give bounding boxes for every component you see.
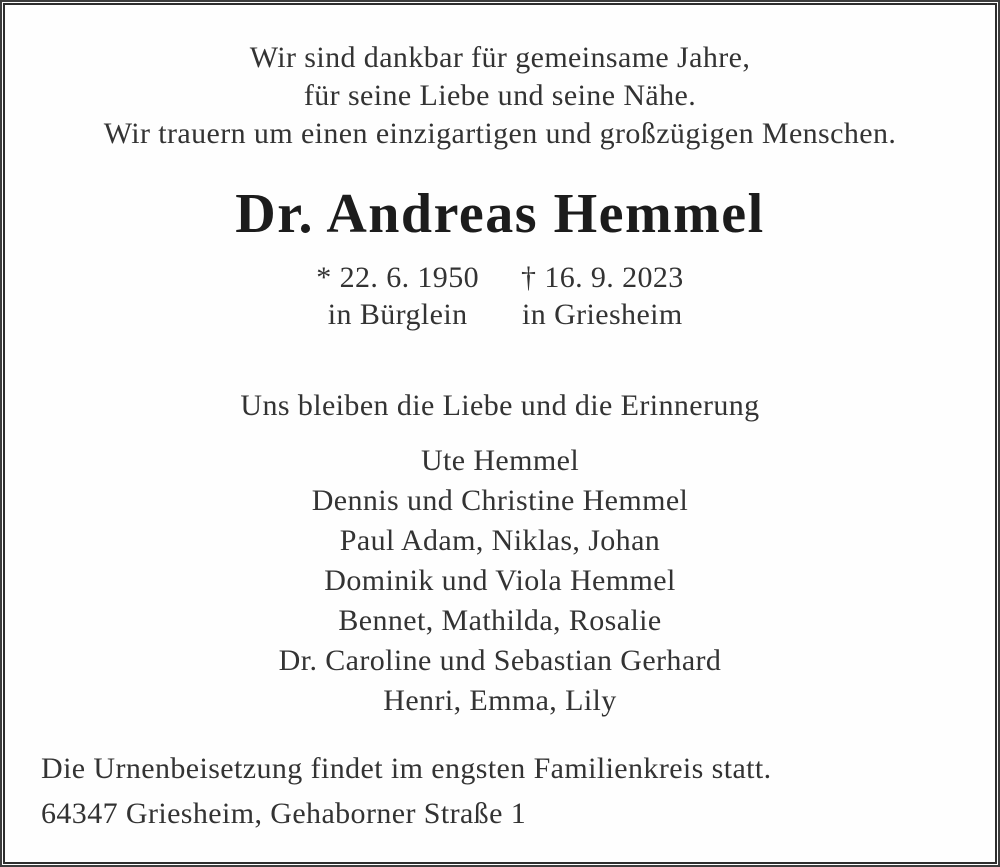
deceased-name: Dr. Andreas Hemmel [235,183,765,245]
mourner-line: Bennet, Mathilda, Rosalie [338,604,662,637]
mourner-line: Dominik und Viola Hemmel [324,564,676,597]
intro-line-2: für seine Liebe und seine Nähe. [303,79,697,112]
funeral-info: Die Urnenbeisetzung findet im engsten Familienkreis statt. [41,752,772,785]
birth-date-line [316,259,479,296]
mourner-line: Dr. Caroline und Sebastian Gerhard [278,644,722,677]
death-date-line [521,259,684,296]
birth-death-dates [35,259,965,333]
remembrance-line: Uns bleiben die Liebe und die Erinnerung [240,389,760,422]
death-date: 16. 9. 2023 [544,261,684,294]
birth-date: 22. 6. 1950 [339,261,479,294]
intro-line-3: Wir trauern um einen einzigartigen und großzügigen Menschen. [103,117,897,150]
mourner-line: Henri, Emma, Lily [383,684,617,717]
mourner-line: Ute Hemmel [420,444,580,477]
birth-place: in Bürglein [327,298,468,331]
born-star-symbol: * [316,261,332,294]
death-column [521,259,684,333]
intro-line-1: Wir sind dankbar für gemeinsame Jahre, [249,41,751,74]
obituary-inner-frame [3,3,997,864]
death-place: in Griesheim [522,298,683,331]
intro-text [35,39,965,153]
funeral-address: 64347 Griesheim, Gehaborner Straße 1 [41,797,527,830]
died-dagger-symbol: † [521,261,537,294]
mourner-line: Paul Adam, Niklas, Johan [339,524,661,557]
mourners-list [35,441,965,721]
mourner-line: Dennis und Christine Hemmel [311,484,689,517]
funeral-details [35,746,965,836]
birth-column [316,259,479,333]
